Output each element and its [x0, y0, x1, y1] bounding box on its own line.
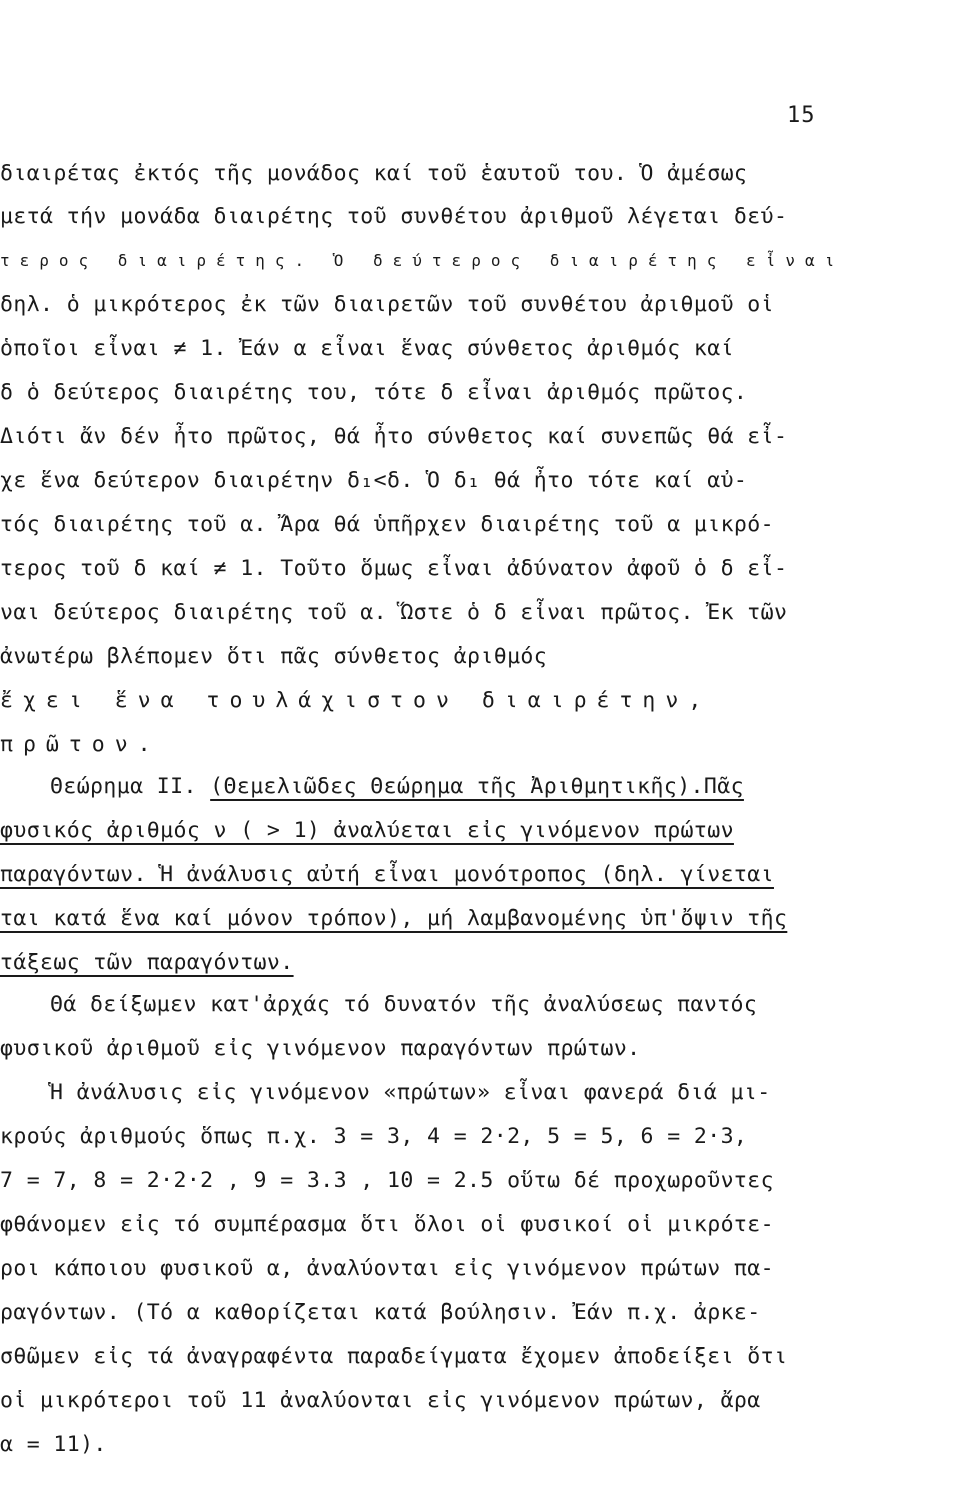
proof-line: σθῶμεν εἰς τά ἀναγραφέντα παραδείγματα ἔχομεν ἀποδείξει ὅτι — [0, 1344, 788, 1369]
proof-line: οἱ μικρότεροι τοῦ 11 ἀναλύονται εἰς γινόμενον πρώτων, ἄρα — [0, 1388, 761, 1413]
text-line: δ ὁ δεύτερος διαιρέτης του, τότε δ εἶναι ἀριθμός πρῶτος. — [0, 380, 748, 405]
text-line: τός διαιρέτης τοῦ α. Ἄρα θά ὑπῆρχεν διαιρέτης τοῦ α μικρό- — [0, 512, 774, 537]
text-line: μετά τήν μονάδα διαιρέτης τοῦ συνθέτου ἀριθμοῦ λέγεται δεύ- — [0, 204, 788, 229]
proof-line: φυσικοῦ ἀριθμοῦ εἰς γινόμενον παραγόντων πρώτων. — [0, 1036, 641, 1061]
proof-line: 7 = 7, 8 = 2·2·2 , 9 = 3.3 , 10 = 2.5 οὕτω δέ προχωροῦντες — [0, 1168, 774, 1193]
text-line: ὁποῖοι εἶναι ≠ 1. Ἐάν α εἶναι ἕνας σύνθετος ἀριθμός καί — [0, 336, 734, 361]
theorem-line-2: φυσικός ἀριθμός ν ( > 1) ἀναλύεται εἰς γινόμενον πρώτων — [0, 818, 734, 843]
text-line: τερος τοῦ δ καί ≠ 1. Τοῦτο ὅμως εἶναι ἀδύνατον ἀφοῦ ὁ δ εἶ- — [0, 556, 788, 581]
proof-line: α = 11). — [0, 1432, 107, 1457]
text-line: πρῶτον. — [0, 732, 161, 757]
text-line: ἔχει ἕνα τουλάχιστον διαιρέτην, — [0, 688, 712, 713]
proof-line: φθάνομεν εἰς τό συμπέρασμα ὅτι ὅλοι οἱ φυσικοί οἱ μικρότε- — [0, 1212, 774, 1237]
theorem-line-1 — [50, 773, 744, 801]
theorem-line-3: παραγόντων. Ἡ ἀνάλυσις αὐτή εἶναι μονότροπος (δηλ. γίνεται — [0, 862, 774, 887]
text-line: δηλ. ὁ μικρότερος ἐκ τῶν διαιρετῶν τοῦ συνθέτου ἀριθμοῦ οἱ — [0, 292, 774, 317]
text-line: ναι δεύτερος διαιρέτης τοῦ α. Ὥστε ὁ δ εἶναι πρῶτος. Ἐκ τῶν — [0, 600, 788, 625]
proof-line: ροι κάποιου φυσικοῦ α, ἀναλύονται εἰς γινόμενον πρώτων πα- — [0, 1256, 774, 1281]
theorem-title: (Θεμελιῶδες Θεώρημα τῆς Ἀριθμητικῆς).Πᾶς — [210, 774, 744, 799]
theorem-line-5: τάξεως τῶν παραγόντων. — [0, 950, 294, 975]
page-number: 15 — [787, 103, 816, 128]
proof-line: Ἡ ἀνάλυσις εἰς γινόμενον «πρώτων» εἶναι φανερά διά μι- — [50, 1080, 771, 1105]
text-line: χε ἕνα δεύτερον διαιρέτην δ₁<δ. Ὁ δ₁ θά ἦτο τότε καί αὐ- — [0, 468, 748, 493]
proof-line: ραγόντων. (Τό α καθορίζεται κατά βούλησιν. Ἐάν π.χ. ἀρκε- — [0, 1300, 761, 1325]
theorem-line-4: ται κατά ἕνα καί μόνον τρόπον), μή λαμβανομένης ὑπ'ὄψιν τῆς — [0, 906, 788, 931]
text-line: Διότι ἄν δέν ἦτο πρῶτος, θά ἦτο σύνθετος καί συνεπῶς θά εἶ- — [0, 424, 788, 449]
proof-line: Θά δείξωμεν κατ'ἀρχάς τό δυνατόν τῆς ἀναλύσεως παντός — [50, 992, 758, 1017]
proof-line: κρούς ἀριθμούς ὅπως π.χ. 3 = 3, 4 = 2·2, 5 = 5, 6 = 2·3, — [0, 1124, 748, 1149]
text-line: ἀνωτέρω βλέπομεν ὅτι πᾶς σύνθετος ἀριθμός — [0, 644, 548, 669]
text-line: τερος διαιρέτης. Ὁ δεύτερος διαιρέτης εἶναι — [0, 251, 845, 270]
theorem-label: Θεώρημα II. — [50, 774, 197, 799]
text-line: διαιρέτας ἐκτός τῆς μονάδος καί τοῦ ἑαυτοῦ του. Ὁ ἀμέσως — [0, 161, 748, 186]
